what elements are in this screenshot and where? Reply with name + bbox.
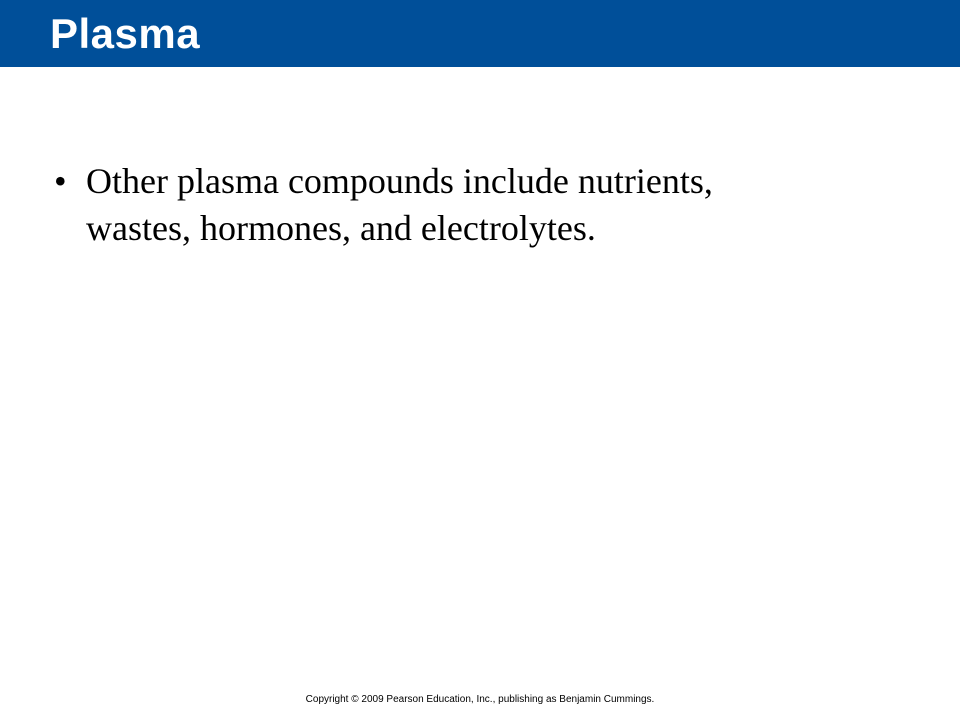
bullet-text-line-2: wastes, hormones, and electrolytes. [86,208,596,248]
bullet-icon: • [54,161,67,201]
copyright-notice: Copyright © 2009 Pearson Education, Inc., publishing as Benjamin Cummings. [305,694,655,705]
bullet-list [48,158,888,252]
bullet-item [48,158,888,252]
slide-title: Plasma [50,10,201,57]
bullet-text-line-1: Other plasma compounds include nutrients, [86,161,713,201]
title-bar [0,0,960,67]
